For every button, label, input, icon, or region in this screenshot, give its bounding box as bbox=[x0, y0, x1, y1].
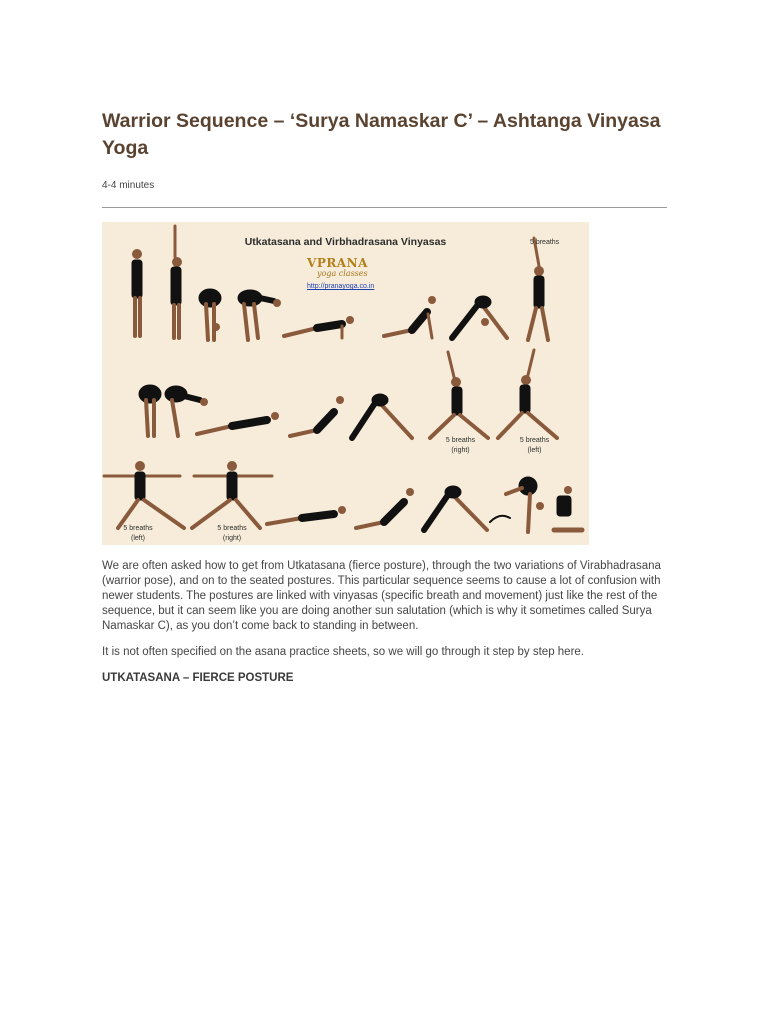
pose-plank-1 bbox=[284, 316, 354, 338]
pose-seated bbox=[554, 486, 582, 530]
caption-row2-right: 5 breaths (right) bbox=[445, 437, 476, 454]
logo-name: PRANA bbox=[316, 256, 368, 270]
prana-logo bbox=[307, 256, 368, 270]
logo-tagline: yoga classes bbox=[317, 269, 368, 278]
divider bbox=[102, 207, 667, 208]
pose-updog-1 bbox=[384, 296, 436, 338]
pose-downdog-1 bbox=[452, 296, 507, 338]
pose-jump-through bbox=[506, 477, 544, 532]
caption-top-right: 5 breaths bbox=[530, 239, 560, 246]
article-title: Warrior Sequence – ‘Surya Namaskar C’ – Ashtanga Vinyasa Yoga bbox=[102, 110, 661, 159]
pose-plank-2 bbox=[197, 412, 279, 434]
sequence-illustration bbox=[102, 222, 589, 545]
pose-half-lift bbox=[238, 290, 281, 340]
pose-forward-fold-2 bbox=[139, 385, 161, 436]
body-paragraph-2: It is not often specified on the asana practice sheets, so we will go through it step by step here. bbox=[102, 646, 585, 658]
section-heading: UTKATASANA – FIERCE POSTURE bbox=[102, 672, 294, 684]
body-paragraph-1: We are often asked how to get from Utkatasana (fierce posture), through the two variations of Virabhadrasana (warrior pose), and on to the seated postures. This particular sequence seems to cause a lot of confusion with newer students. The postures are linked with vinyasas (specific breath and movement) just like the rest of the sequence, but it can seem like you are doing another sun salutation (which is why it sometimes called Surya Namaskar C), as you don’t come back to standing in between. bbox=[102, 560, 661, 632]
pose-half-lift-2 bbox=[165, 386, 208, 436]
pose-downdog-3 bbox=[424, 486, 487, 530]
caption-row2-left: 5 breaths (left) bbox=[519, 437, 550, 454]
pose-warrior-2-right bbox=[192, 461, 272, 528]
pose-warrior-2-left bbox=[104, 461, 184, 528]
logo-mark-icon: V bbox=[307, 256, 317, 270]
caption-row3-left: 5 breaths (left) bbox=[123, 525, 153, 542]
pose-standing bbox=[132, 249, 142, 336]
reading-time: 4-4 minutes bbox=[102, 180, 155, 191]
pose-updog-2 bbox=[290, 396, 344, 436]
pose-forward-fold-1 bbox=[199, 289, 221, 340]
figure-title: Utkatasana and Virbhadrasana Vinyasas bbox=[244, 236, 447, 248]
pose-warrior-1-right bbox=[430, 352, 488, 438]
flow-arrow bbox=[490, 516, 510, 522]
logo-url: http://pranayoga.co.in bbox=[307, 283, 375, 290]
pose-plank-3 bbox=[267, 506, 346, 524]
pose-updog-3 bbox=[356, 488, 414, 528]
caption-row3-right: 5 breaths (right) bbox=[217, 525, 247, 542]
pose-downdog-2 bbox=[352, 394, 412, 438]
pose-warrior-1-top bbox=[528, 238, 548, 340]
pose-warrior-1-left bbox=[498, 350, 557, 438]
